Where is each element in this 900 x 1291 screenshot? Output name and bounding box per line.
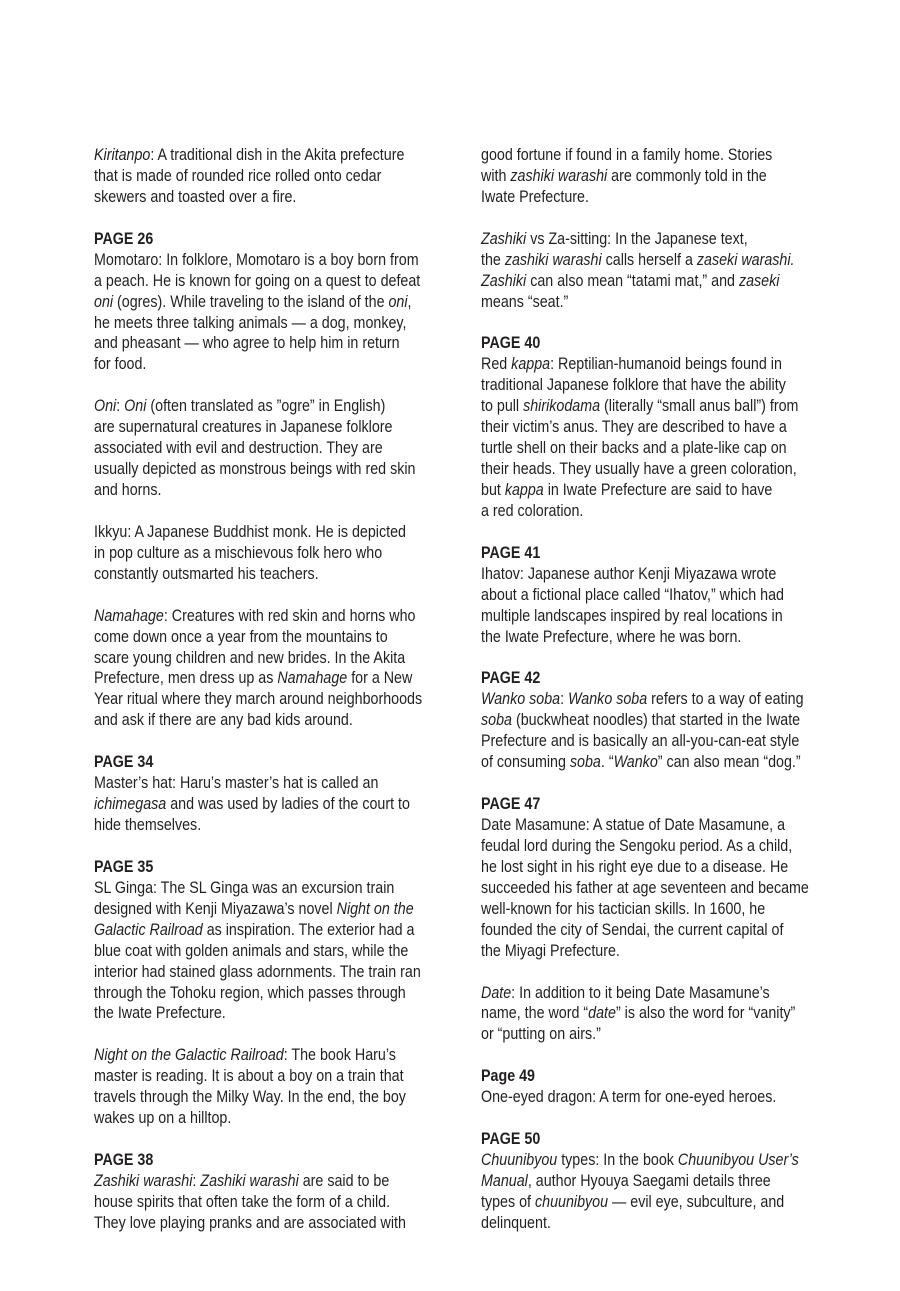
text-line [94,648,405,669]
text-segment: skewers and toasted over a fire. [94,186,297,206]
text-segment: (ogres). While traveling to the island of the [113,291,389,311]
blank-line [481,1045,792,1066]
text-line [481,1024,792,1045]
italic-term: date [588,1003,616,1023]
italic-term: Night on the Galactic Railroad [94,1045,284,1065]
text-segment: in Iwate Prefecture are said to have [543,480,773,499]
italic-term: Chuunibyou User’s [677,1150,799,1169]
text-segment: travels through the Milky Way. In the end, the boy [94,1087,406,1107]
text-line [481,501,792,522]
italic-term: Galactic Railroad [94,919,203,939]
text-line [481,941,792,962]
italic-term: Wanko [613,752,658,772]
text-segment: usually depicted as monstrous beings with red skin [94,459,416,479]
right-column [481,145,851,1234]
italic-term: soba [569,752,601,772]
text-segment: master is reading. It is about a boy on a train that [94,1066,404,1086]
text-segment: for a New [347,668,413,688]
text-segment: a red coloration. [481,500,584,520]
heading-text: PAGE 47 [481,794,541,814]
italic-term: Night on the [336,898,414,918]
text-segment: house spirits that often take the form of a child. [94,1191,391,1211]
section-heading [481,1129,792,1150]
text-segment: — evil eye, subculture, and [608,1191,785,1211]
text-segment: SL Ginga: The SL Ginga was an excursion train [94,877,395,897]
text-line [94,145,405,166]
text-segment: Ihatov: Japanese author Kenji Miyazawa wrote [481,563,777,583]
section-heading [481,794,792,815]
text-line [94,564,405,585]
text-line [94,1213,405,1234]
text-segment: feudal lord during the Sengoku period. As a child, [481,835,793,855]
italic-term: Zashiki [481,270,527,290]
text-segment: interior had stained glass adornments. The train ran [94,961,421,981]
heading-text: PAGE 35 [94,856,154,876]
text-segment: Iwate Prefecture. [481,186,589,206]
blank-line [481,962,792,983]
italic-term: Chuunibyou [481,1150,558,1169]
text-line [481,815,792,836]
text-segment: designed with Kenji Miyazawa’s novel [94,898,337,918]
text-line [94,187,405,208]
text-segment: and was used by ladies of the court to [166,794,410,814]
text-segment: : In addition to it being Date Masamune’s [511,982,770,1002]
italic-term: Zashiki warashi [94,1170,193,1190]
text-segment: One-eyed dragon: A term for one-eyed heroes. [481,1087,777,1107]
blank-line [94,1129,405,1150]
text-line [481,920,792,941]
blank-line [94,375,405,396]
text-line [481,459,797,480]
text-segment: : A traditional dish in the Akita prefecture [150,145,405,164]
text-segment: the Iwate Prefecture, where he was born. [481,626,742,646]
text-line [481,857,792,878]
blank-line [94,731,405,752]
heading-text: PAGE 26 [94,228,154,248]
section-heading [481,1066,792,1087]
section-heading [94,1150,405,1171]
text-line [94,961,421,983]
text-segment: in pop culture as a mischievous folk hero who [94,542,383,562]
text-line [481,480,792,501]
italic-term: zashiki warashi [510,165,608,185]
text-line [481,249,795,271]
text-segment: and horns. [94,480,162,499]
blank-line [481,313,792,334]
italic-term: Oni [94,396,117,416]
left-column [94,145,464,1234]
italic-term: Manual [481,1170,528,1190]
text-segment: ” is also the word for “vanity” [615,1003,796,1023]
text-line [94,710,405,731]
text-segment: he meets three talking animals — a dog, monkey, [94,312,407,332]
heading-text: PAGE 42 [481,668,541,688]
text-line [481,1150,799,1171]
text-segment: refers to a way of eating [647,689,804,709]
text-segment: , author Hyouya Saegami details three [527,1170,771,1190]
text-line [481,187,792,208]
italic-term: chuunibyou [534,1191,609,1211]
text-segment: Prefecture and is basically an all-you-can-eat style [481,731,800,751]
text-line [94,815,405,836]
text-line [481,899,792,920]
heading-text: PAGE 40 [481,333,541,353]
text-segment: : [116,396,125,416]
text-segment: . “ [600,752,614,772]
italic-term: Oni [124,396,147,416]
text-line [94,1087,405,1108]
text-segment: vs Za-sitting: In the Japanese text, [526,228,748,248]
italic-term: oni [94,291,114,311]
text-segment: wakes up on a hilltop. [94,1108,232,1128]
section-heading [94,857,405,878]
text-segment: and pheasant — who agree to help him in return [94,333,400,353]
text-line [94,605,416,627]
text-segment: founded the city of Sendai, the current capital of [481,919,784,939]
text-segment: through the Tohoku region, which passes through [94,982,406,1002]
italic-term: Zashiki [481,228,527,248]
blank-line [481,648,792,669]
text-segment: that is made of rounded rice rolled onto cedar [94,165,382,185]
text-line [94,1108,405,1129]
text-segment: Ikkyu: A Japanese Buddhist monk. He is depicted [94,521,406,541]
text-segment: with [481,165,511,185]
text-segment: he lost sight in his right eye due to a disease. He [481,856,789,876]
text-line [481,229,792,250]
italic-term: Zashiki warashi [200,1170,299,1190]
section-heading [94,752,405,773]
text-segment: : The book Haru’s [283,1045,396,1065]
text-line [94,480,405,501]
blank-line [94,208,405,229]
text-segment: but [481,480,505,499]
text-segment: the [481,249,505,269]
text-line [94,1171,405,1192]
text-line [481,166,792,187]
text-line [94,396,405,417]
text-line [481,417,792,438]
heading-text: PAGE 50 [481,1129,541,1149]
italic-term: Namahage [277,668,348,688]
text-segment: good fortune if found in a family home. Stories [481,145,773,164]
text-line [94,1066,405,1087]
italic-term: ichimegasa [94,794,167,814]
text-segment: : Reptilian-humanoid beings found in [550,354,782,374]
text-line [481,1087,792,1108]
text-segment: come down once a year from the mountains to [94,626,388,646]
text-line [481,375,792,396]
text-segment: traditional Japanese folklore that have the ability [481,375,786,395]
text-segment: name, the word “ [481,1003,589,1023]
text-line [481,354,792,375]
text-line [94,270,421,292]
text-line [481,606,792,627]
text-segment: Date Masamune: A statue of Date Masamune, a [481,815,786,834]
text-line [94,627,405,648]
text-line [481,564,792,585]
text-segment: (often translated as ”ogre” in English) [146,396,386,416]
text-line [481,145,792,166]
italic-term: Wanko soba [568,689,648,709]
italic-term: zashiki warashi [504,249,602,269]
text-line [481,1192,792,1213]
text-segment: associated with evil and destruction. They are [94,438,383,458]
blank-line [481,773,792,794]
text-segment: Master’s hat: Haru’s master’s hat is called an [94,773,379,793]
section-heading [94,229,405,250]
italic-term: oni [388,291,408,311]
text-line [481,731,800,752]
text-line [481,627,792,648]
text-line [94,689,423,710]
blank-line [94,585,405,606]
section-heading [481,668,792,689]
text-segment: multiple landscapes inspired by real locations in [481,605,783,625]
text-line [94,940,409,962]
text-line [481,1003,796,1024]
italic-term: shirikodama [523,396,601,416]
text-segment: about a fictional place called “Ihatov,” which had [481,584,784,604]
text-segment: well-known for his tactician skills. In 1600, he [481,898,766,918]
text-line [94,668,413,689]
text-line [94,543,405,564]
text-line [481,1171,792,1192]
heading-text: PAGE 38 [94,1150,154,1169]
text-line [94,459,416,480]
text-line [481,1213,792,1234]
text-segment: hide themselves. [94,815,202,834]
text-segment: for food. [94,354,147,374]
italic-term: Date [481,982,512,1002]
text-line [94,1045,405,1066]
text-segment: scare young children and new brides. In the Akita [94,647,406,667]
text-segment: are supernatural creatures in Japanese folklore [94,417,393,437]
text-line [481,271,792,292]
section-heading [481,543,792,564]
heading-text: PAGE 34 [94,752,154,772]
text-line [94,773,405,794]
text-line [94,354,405,375]
text-segment: can also mean “tatami mat,” and [526,270,739,290]
italic-term: kappa [504,480,544,499]
italic-term: soba [481,710,512,730]
text-segment: : [560,689,569,709]
text-segment: or “putting on airs.” [481,1024,601,1044]
text-segment: Momotaro: In folklore, Momotaro is a boy born from [94,249,419,269]
text-segment: delinquent. [481,1212,551,1232]
text-line [94,878,405,899]
text-segment: as inspiration. The exterior had a [202,919,415,939]
text-segment: of consuming [481,752,570,772]
text-line [481,585,792,606]
heading-text: PAGE 41 [481,542,541,562]
text-line [94,291,412,313]
text-line [481,396,799,417]
text-segment: Prefecture, men dress up as [94,668,278,688]
text-line [94,919,415,941]
text-line [481,836,792,857]
text-line [94,313,405,334]
text-segment: (buckwheat noodles) that started in the Iwate [511,710,801,730]
text-segment: turtle shell on their backs and a plate-like cap on [481,438,787,458]
text-segment: a peach. He is known for going on a quest to defeat [94,270,421,290]
text-line [94,1192,405,1213]
text-segment: succeeded his father at age seventeen and became [481,877,809,897]
text-segment: Year ritual where they march around neighborhoods [94,689,423,709]
text-line [481,983,792,1004]
text-segment: means “seat.” [481,291,569,311]
section-heading [481,333,792,354]
italic-term: zaseki warashi. [696,249,795,269]
text-line [481,689,804,710]
text-segment: calls herself a [601,249,697,269]
text-line [481,438,792,459]
text-line [94,249,419,271]
text-segment: the Iwate Prefecture. [94,1003,226,1023]
text-segment: the Miyagi Prefecture. [481,940,620,960]
text-segment: types of [481,1191,535,1211]
text-segment: types: In the book [557,1150,678,1169]
text-line [94,166,405,187]
text-segment: and ask if there are any bad kids around. [94,710,353,730]
text-segment: , [407,291,412,311]
italic-term: kappa [511,354,551,374]
text-segment: They love playing pranks and are associated with [94,1212,406,1232]
text-segment: : Creatures with red skin and horns who [163,605,416,625]
text-line [94,417,405,438]
italic-term: Kiritanpo [94,145,151,164]
text-segment: Red [481,354,512,374]
text-segment: to pull [481,396,524,416]
text-segment: : [192,1170,201,1190]
text-segment: ” can also mean “dog.” [657,752,801,772]
blank-line [94,1024,405,1045]
italic-term: Wanko soba [481,689,561,709]
text-line [94,1003,405,1024]
text-line [481,292,792,313]
text-line [94,438,405,459]
blank-line [94,501,405,522]
blank-line [481,522,792,543]
text-segment: blue coat with golden animals and stars, while the [94,940,409,960]
blank-line [481,208,792,229]
text-segment: are commonly told in the [607,165,767,185]
text-line [94,983,405,1004]
text-line [481,752,801,773]
text-line [94,794,410,815]
text-segment: are said to be [298,1170,390,1190]
text-segment: their victim’s anus. They are described to have a [481,417,787,437]
italic-term: zaseki [738,270,780,290]
text-segment: constantly outsmarted his teachers. [94,563,319,583]
text-line [481,877,809,899]
text-line [94,898,414,920]
heading-text: Page 49 [481,1066,535,1086]
text-line [481,710,801,731]
italic-term: Namahage [94,605,164,625]
blank-line [481,1108,792,1129]
text-segment: their heads. They usually have a green coloration, [481,459,797,479]
text-line [94,333,405,354]
text-segment: (literally “small anus ball”) from [600,396,799,416]
text-line [94,522,405,543]
blank-line [94,836,405,857]
